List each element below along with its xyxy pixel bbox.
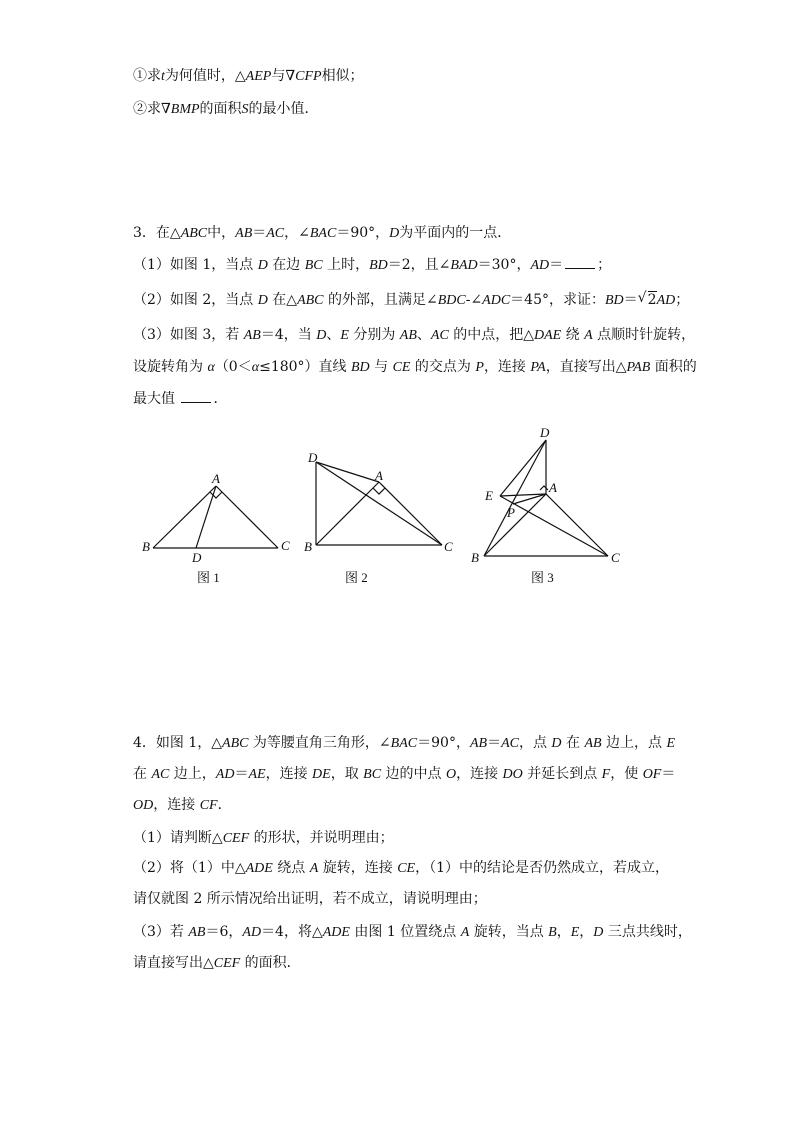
- figure-1: [153, 486, 278, 548]
- answer-blank[interactable]: [565, 256, 595, 269]
- fig2-label-a: A: [375, 468, 383, 483]
- sqrt-2: √ 2: [637, 290, 657, 308]
- fig2-caption: 图 2: [345, 570, 368, 585]
- q4-stem-line1: 4．如图 1，△ABC 为等腰直角三角形，∠BAC＝90°，AB＝AC，点 D 在 AB 边上，点 E: [133, 735, 676, 751]
- q4-part2-line2: 请仅就图 2 所示情况给出证明，若不成立，请说明理由；: [133, 891, 487, 907]
- q3-part3-line1: （3）如图 3，若 AB＝4，当 D、E 分别为 AB、AC 的中点，把△DAE 绕 A 点顺时针旋转，: [133, 327, 696, 343]
- fig3-label-c: C: [611, 550, 620, 565]
- fig3-line-ce: [500, 496, 608, 556]
- q3-part3-line3: 最大值 ．: [133, 391, 228, 407]
- fig2-side-ab: [316, 482, 379, 545]
- fig3-label-b: B: [471, 550, 479, 565]
- q4-part2-line1: （2）将（1）中△ADE 绕点 A 旋转，连接 CE，（1）中的结论是否仍然成立，若成立，: [133, 860, 669, 876]
- q4-part1: （1）请判断△CEF 的形状，并说明理由；: [133, 830, 394, 846]
- q3-figures: [0, 420, 794, 600]
- fig1-side-ac: [216, 486, 278, 548]
- q3-part1: （1）如图 1，当点 D 在边 BC 上时，BD＝2，且∠BAD＝30°，AD＝ ；: [133, 257, 612, 273]
- q4-part3-line2: 请直接写出△CEF 的面积．: [133, 955, 301, 971]
- fig1-caption: 图 1: [197, 570, 220, 585]
- q3-stem: 3．在△ABC中，AB＝AC，∠BAC＝90°，D为平面内的一点．: [133, 225, 512, 241]
- q4-stem-line3: OD，连接 CF．: [133, 797, 232, 813]
- fig2-label-c: C: [444, 539, 453, 554]
- fig3-label-p: P: [507, 505, 515, 520]
- fig3-right-angle: [540, 486, 548, 490]
- figure-3: [484, 440, 608, 556]
- q3-part3-line2: 设旋转角为 α（0＜α≤180°）直线 BD 与 CE 的交点为 P，连接 PA，直接写出△PAB 面积的: [133, 359, 697, 375]
- q3-part2: （2）如图 2，当点 D 在△ABC 的外部，且满足∠BDC-∠ADC＝45°，求证：BD＝ √ 2AD；: [133, 290, 690, 308]
- answer-blank[interactable]: [181, 390, 211, 403]
- fig3-line-bd: [484, 440, 546, 556]
- fig3-side-ac: [546, 494, 608, 556]
- sub-question-1: ①求t为何值时，△AEP与∇CFP相似；: [133, 68, 364, 84]
- fig3-segment-de: [500, 440, 546, 496]
- fig1-label-b: B: [142, 539, 150, 554]
- fig2-label-b: B: [304, 539, 312, 554]
- q4-stem-line2: 在 AC 边上，AD＝AE，连接 DE，取 BC 边的中点 O，连接 DO 并延长到点 F，使 OF＝: [133, 766, 676, 782]
- fig3-label-d: D: [540, 425, 550, 440]
- fig3-label-a: A: [549, 480, 557, 495]
- fig1-label-a: A: [212, 471, 220, 486]
- fig1-label-c: C: [281, 538, 290, 553]
- fig3-caption: 图 3: [531, 570, 554, 585]
- fig2-segment-da: [316, 462, 379, 482]
- fig3-label-e: E: [485, 488, 493, 503]
- fig1-label-d: D: [192, 550, 202, 565]
- fig2-side-ac: [379, 482, 442, 545]
- fig2-label-d: D: [308, 450, 318, 465]
- sub-question-2: ②求∇BMP的面积S的最小值．: [133, 101, 319, 117]
- q4-part3-line1: （3）若 AB＝6，AD＝4，将△ADE 由图 1 位置绕点 A 旋转，当点 B，E，D 三点共线时，: [133, 924, 692, 940]
- fig2-right-angle: [373, 488, 385, 494]
